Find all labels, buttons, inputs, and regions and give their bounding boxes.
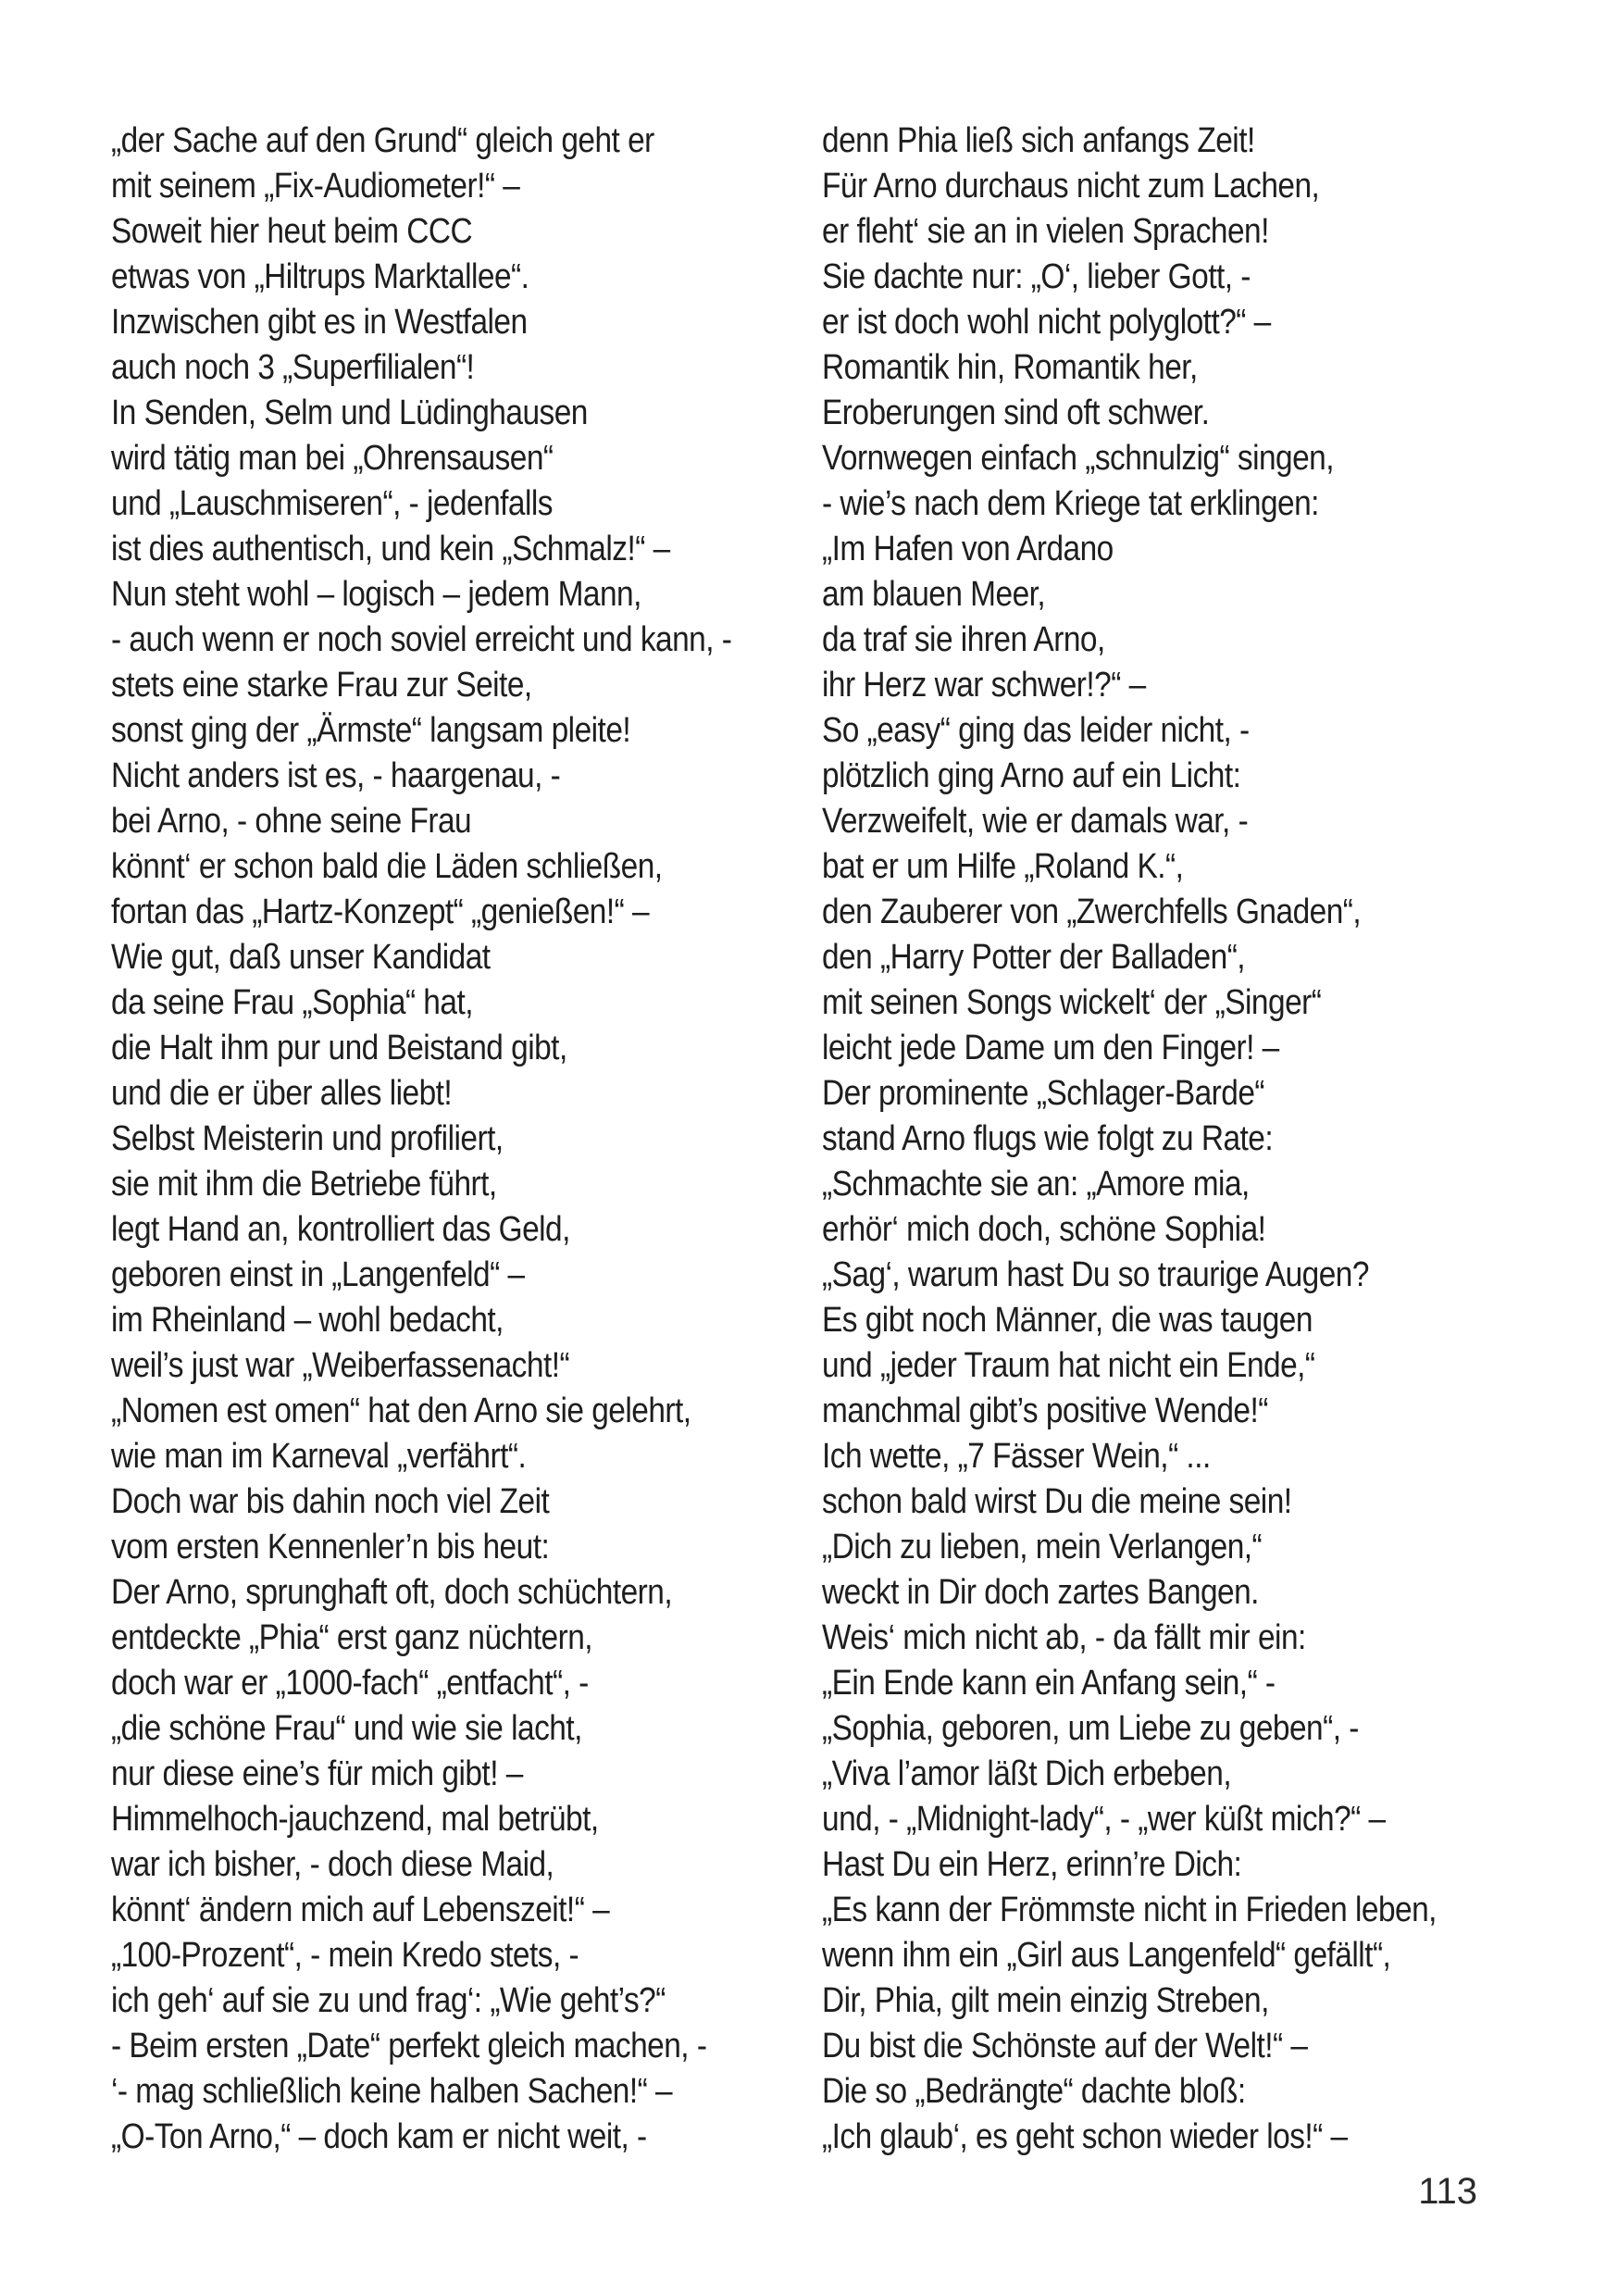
text-line: bat er um Hilfe „Roland K.“, <box>822 847 1184 886</box>
text-line: bei Arno, - ohne seine Frau <box>111 802 472 841</box>
text-line: - wie’s nach dem Kriege tat erklingen: <box>822 484 1319 523</box>
text-line: Verzweifelt, wie er damals war, - <box>822 802 1249 841</box>
text-line: Selbst Meisterin und profiliert, <box>111 1119 504 1158</box>
text-line: fortan das „Hartz-Konzept“ „genießen!“ – <box>111 892 650 931</box>
text-line: Du bist die Schönste auf der Welt!“ – <box>822 2027 1308 2065</box>
text-line: stets eine starke Frau zur Seite, <box>111 666 532 705</box>
text-line: Weis‘ mich nicht ab, - da fällt mir ein: <box>822 1618 1306 1657</box>
text-line: manchmal gibt’s positive Wende!“ <box>822 1391 1268 1430</box>
text-line: leicht jede Dame um den Finger! – <box>822 1029 1279 1067</box>
text-line: geboren einst in „Langenfeld“ – <box>111 1255 525 1294</box>
text-line: nur diese eine’s für mich gibt! – <box>111 1754 523 1793</box>
text-line: erhör‘ mich doch, schöne Sophia! <box>822 1210 1266 1249</box>
text-line: und „jeder Traum hat nicht ein Ende,“ <box>822 1346 1315 1385</box>
text-line: und die er über alles liebt! <box>111 1074 453 1113</box>
text-line: „Sophia, geboren, um Liebe zu geben“, - <box>822 1709 1359 1748</box>
text-line: den Zauberer von „Zwerchfells Gnaden“, <box>822 892 1362 931</box>
text-line: „100-Prozent“, - mein Kredo stets, - <box>111 1936 579 1975</box>
text-line: Hast Du ein Herz, erinn’re Dich: <box>822 1845 1242 1884</box>
text-line: am blauen Meer, <box>822 575 1046 614</box>
text-line: da seine Frau „Sophia“ hat, <box>111 983 473 1022</box>
text-line: Inzwischen gibt es in Westfalen <box>111 303 528 342</box>
text-line: - Beim ersten „Date“ perfekt gleich machen, - <box>111 2027 707 2065</box>
text-line: Für Arno durchaus nicht zum Lachen, <box>822 167 1320 206</box>
text-line: Eroberungen sind oft schwer. <box>822 393 1210 432</box>
text-line: stand Arno flugs wie folgt zu Rate: <box>822 1119 1274 1158</box>
text-line: entdeckte „Phia“ erst ganz nüchtern, <box>111 1618 593 1657</box>
text-line: „Ich glaub‘, es geht schon wieder los!“ – <box>822 2117 1348 2156</box>
text-line: Soweit hier heut beim CCC <box>111 212 473 251</box>
text-line: die Halt ihm pur und Beistand gibt, <box>111 1029 567 1067</box>
text-line: er ist doch wohl nicht polyglott?“ – <box>822 303 1271 342</box>
text-line: „Dich zu lieben, mein Verlangen,“ <box>822 1528 1263 1566</box>
text-line: war ich bisher, - doch diese Maid, <box>111 1845 554 1884</box>
text-line: könnt‘ er schon bald die Läden schließen, <box>111 847 663 886</box>
text-line: mit seinem „Fix-Audiometer!“ – <box>111 167 520 206</box>
text-line: etwas von „Hiltrups Marktallee“. <box>111 257 529 296</box>
text-line: Die so „Bedrängte“ dachte bloß: <box>822 2072 1246 2111</box>
text-line: weil’s just war „Weiberfassenacht!“ <box>111 1346 570 1385</box>
text-line: Romantik hin, Romantik her, <box>822 348 1198 387</box>
text-line: Der Arno, sprunghaft oft, doch schüchtern, <box>111 1573 673 1612</box>
text-line: Wie gut, daß unser Kandidat <box>111 938 491 977</box>
text-line: Der prominente „Schlager-Barde“ <box>822 1074 1265 1113</box>
text-line: ich geh‘ auf sie zu und frag‘: „Wie geht’s?“ <box>111 1981 666 2020</box>
text-line: ihr Herz war schwer!?“ – <box>822 666 1146 705</box>
text-line: - auch wenn er noch soviel erreicht und kann, - <box>111 620 732 659</box>
text-line: sie mit ihm die Betriebe führt, <box>111 1165 497 1204</box>
text-line: Doch war bis dahin noch viel Zeit <box>111 1482 550 1521</box>
text-line: „die schöne Frau“ und wie sie lacht, <box>111 1709 582 1748</box>
text-line: „O-Ton Arno,“ – doch kam er nicht weit, - <box>111 2117 647 2156</box>
text-line: Ich wette, „7 Fässer Wein,“ ... <box>822 1437 1211 1476</box>
text-line: und „Lauschmiseren“, - jedenfalls <box>111 484 554 523</box>
text-line: Es gibt noch Männer, die was taugen <box>822 1301 1313 1340</box>
text-line: „der Sache auf den Grund“ gleich geht er <box>111 121 654 160</box>
text-line: plötzlich ging Arno auf ein Licht: <box>822 756 1241 795</box>
text-line: „Sag‘, warum hast Du so traurige Augen? <box>822 1255 1369 1294</box>
text-line: So „easy“ ging das leider nicht, - <box>822 711 1250 750</box>
text-line: im Rheinland – wohl bedacht, <box>111 1301 504 1340</box>
text-line: „Nomen est omen“ hat den Arno sie gelehrt, <box>111 1391 691 1430</box>
text-line: Nun steht wohl – logisch – jedem Mann, <box>111 575 641 614</box>
text-line: Sie dachte nur: „O‘, lieber Gott, - <box>822 257 1251 296</box>
text-line: schon bald wirst Du die meine sein! <box>822 1482 1292 1521</box>
text-line: „Es kann der Frömmste nicht in Frieden leben, <box>822 1890 1437 1929</box>
page-number: 113 <box>1418 2171 1477 2212</box>
left-text-column <box>111 119 731 2160</box>
text-line: legt Hand an, kontrolliert das Geld, <box>111 1210 570 1249</box>
text-line: den „Harry Potter der Balladen“, <box>822 938 1246 977</box>
text-line: könnt‘ ändern mich auf Lebenszeit!“ – <box>111 1890 610 1929</box>
text-line: und, - „Midnight-lady“, - „wer küßt mich?“ – <box>822 1800 1386 1839</box>
text-line: Dir, Phia, gilt mein einzig Streben, <box>822 1981 1269 2020</box>
text-line: Himmelhoch-jauchzend, mal betrübt, <box>111 1800 599 1839</box>
text-line: ist dies authentisch, und kein „Schmalz!“ – <box>111 530 670 568</box>
text-line: „Im Hafen von Ardano <box>822 530 1114 568</box>
text-line: denn Phia ließ sich anfangs Zeit! <box>822 121 1255 160</box>
right-text-column <box>822 119 1437 2160</box>
text-line: „Schmachte sie an: „Amore mia, <box>822 1165 1250 1204</box>
text-line: „Ein Ende kann ein Anfang sein,“ - <box>822 1664 1276 1703</box>
text-line: wenn ihm ein „Girl aus Langenfeld“ gefällt“, <box>822 1936 1391 1975</box>
text-line: Vornwegen einfach „schnulzig“ singen, <box>822 439 1335 478</box>
text-line: „Viva l’amor läßt Dich erbeben, <box>822 1754 1232 1793</box>
text-line: sonst ging der „Ärmste“ langsam pleite! <box>111 711 631 750</box>
text-line: wird tätig man bei „Ohrensausen“ <box>111 439 554 478</box>
text-line: In Senden, Selm und Lüdinghausen <box>111 393 588 432</box>
text-line: mit seinen Songs wickelt‘ der „Singer“ <box>822 983 1322 1022</box>
text-line: doch war er „1000-fach“ „entfacht“, - <box>111 1664 589 1703</box>
text-line: vom ersten Kennenler’n bis heut: <box>111 1528 550 1566</box>
text-line: weckt in Dir doch zartes Bangen. <box>822 1573 1259 1612</box>
text-line: wie man im Karneval „verfährt“. <box>111 1437 527 1476</box>
text-line: er fleht‘ sie an in vielen Sprachen! <box>822 212 1269 251</box>
text-line: da traf sie ihren Arno, <box>822 620 1105 659</box>
text-line: ‘- mag schließlich keine halben Sachen!“ – <box>111 2072 673 2111</box>
text-line: Nicht anders ist es, - haargenau, - <box>111 756 561 795</box>
text-line: auch noch 3 „Superfilialen“! <box>111 348 475 387</box>
